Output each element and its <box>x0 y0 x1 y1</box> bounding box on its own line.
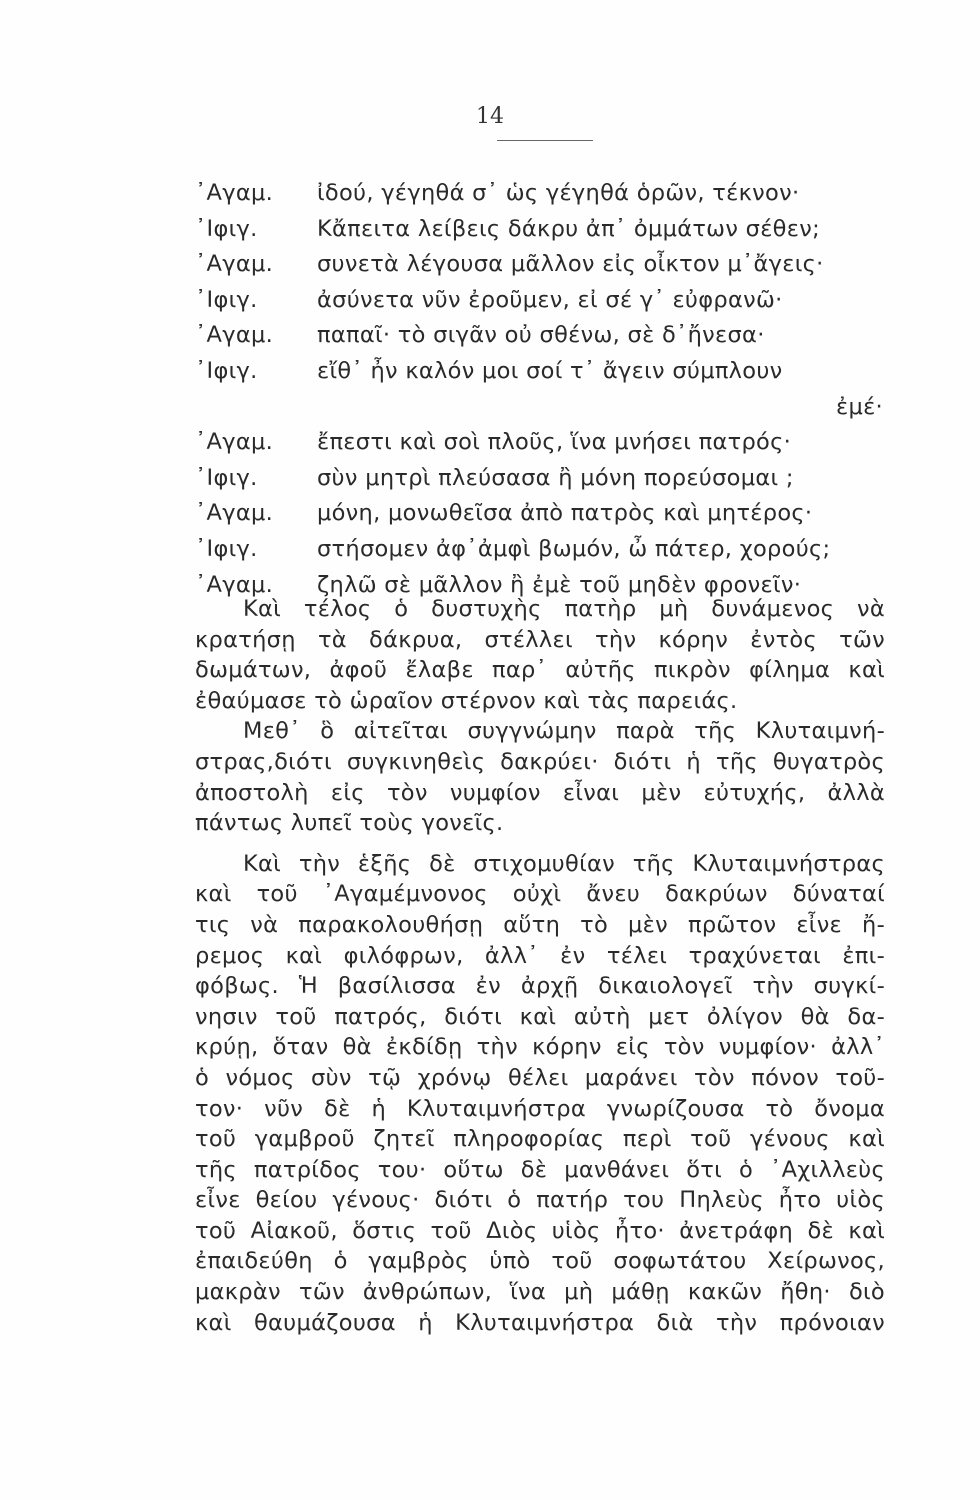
text-line: τις νὰ παρακολουθήσῃ αὕτη τὸ μὲν πρῶτον εἶνε ἤ- <box>195 911 885 938</box>
text-line: καὶ θαυμάζουσα ἡ Κλυταιμνήστρα διὰ τὴν πρόνοιαν <box>195 1309 885 1336</box>
text-line: κρατήσῃ τὰ δάκρυα, στέλλει τὴν κόρην ἐντὸς τῶν <box>195 626 885 653</box>
text-line: τοῦ γαμβροῦ ζητεῖ πληροφορίας περὶ τοῦ γένους καὶ <box>195 1126 885 1153</box>
dialogue-text: στήσομεν ἀφ᾿ἀμφὶ βωμόν, ὦ πάτερ, χορούς; <box>317 535 831 562</box>
text-line: ἀποστολὴ εἰς τὸν νυμφίον εἶναι μὲν εὐτυχής, ἀλλὰ <box>195 779 885 806</box>
text-line: Μεθ᾿ ὃ αἰτεῖται συγγνώμην παρὰ τῆς Κλυταιμνή- <box>243 718 885 745</box>
speaker-label: ᾿Ιφιγ. <box>195 535 258 562</box>
text-line: καὶ τοῦ ᾿Αγαμέμνονος οὐχὶ ἄνευ δακρύων δύναταί <box>195 881 885 908</box>
text-line: τῆς πατρίδος του· οὕτω δὲ μανθάνει ὅτι ὁ ᾿Αχιλλεὺς <box>195 1156 885 1183</box>
dialogue-line <box>195 358 895 394</box>
dialogue-line <box>195 287 895 323</box>
speaker-label: ᾿Ιφιγ. <box>195 464 258 491</box>
dialogue-line <box>195 536 895 572</box>
dialogue-line <box>195 500 895 536</box>
dialogue-block <box>195 180 895 607</box>
speaker-label: ᾿Αγαμ. <box>195 180 274 206</box>
dialogue-text: συνετὰ λέγουσα μᾶλλον εἰς οἶκτον μ᾿ἄγεις· <box>317 251 824 278</box>
dialogue-text: εἴθ᾿ ἦν καλόν μοι σοί τ᾿ ἄγειν σύμπλουν <box>317 357 783 384</box>
speaker-label: ᾿Αγαμ. <box>195 251 274 278</box>
page-number: 14 <box>476 104 504 129</box>
text-line: εἶνε θείου γένους· διότι ὁ πατήρ του Πηλεὺς ἦτο υἱὸς <box>195 1187 885 1214</box>
speaker-label: ᾿Αγαμ. <box>195 500 274 527</box>
dialogue-text: ἐμέ· <box>836 393 883 420</box>
text-line: ἐπαιδεύθη ὁ γαμβρὸς ὑπὸ τοῦ σοφωτάτου Χείρωνος, <box>195 1248 885 1275</box>
text-line: ρεμος καὶ φιλόφρων, ἀλλ᾿ ἐν τέλει τραχύνεται ἐπι- <box>195 942 885 969</box>
dialogue-line <box>195 251 895 287</box>
page-number-rule <box>497 140 593 141</box>
dialogue-text: ἰδού, γέγηθά σ᾿ ὡς γέγηθά ὁρῶν, τέκνον· <box>317 180 800 206</box>
text-line: δωμάτων, ἀφοῦ ἔλαβε παρ᾿ αὐτῆς πικρὸν φίλημα καὶ <box>195 657 885 684</box>
dialogue-text: ζηλῶ σὲ μᾶλλον ἢ ἐμὲ τοῦ μηδὲν φρονεῖν· <box>317 571 802 598</box>
speaker-label: ᾿Αγαμ. <box>195 571 274 598</box>
text-line: Καὶ τὴν ἑξῆς δὲ στιχομυθίαν τῆς Κλυταιμνήστρας <box>243 850 885 877</box>
text-line: μακρὰν τῶν ἀνθρώπων, ἵνα μὴ μάθῃ κακῶν ἤθη· διὸ <box>195 1279 885 1306</box>
dialogue-text: ἀσύνετα νῦν ἐροῦμεν, εἰ σέ γ᾿ εὐφρανῶ· <box>317 286 783 313</box>
text-line: πάντως λυπεῖ τοὺς γονεῖς. <box>195 810 504 837</box>
text-line: τοῦ Αἰακοῦ, ὅστις τοῦ Διὸς υἱὸς ἦτο· ἀνετράφη δὲ καὶ <box>195 1217 885 1244</box>
dialogue-text: μόνη, μονωθεῖσα ἀπὸ πατρὸς καὶ μητέρος· <box>317 500 813 527</box>
speaker-label: ᾿Ιφιγ. <box>195 215 258 242</box>
speaker-label: ᾿Ιφιγ. <box>195 357 258 384</box>
text-line: ἐθαύμασε τὸ ὡραῖον στέρνον καὶ τὰς παρειάς. <box>195 687 738 714</box>
prose-block <box>195 596 885 1340</box>
paragraph-3 <box>195 851 885 1341</box>
text-line: Καὶ τέλος ὁ δυστυχὴς πατὴρ μὴ δυνάμενος νὰ <box>243 596 885 622</box>
speaker-label: ᾿Ιφιγ. <box>195 286 258 313</box>
text-line: τον· νῦν δὲ ἡ Κλυταιμνήστρα γνωρίζουσα τὸ ὄνομα <box>195 1095 885 1122</box>
dialogue-line <box>195 216 895 252</box>
speaker-label: ᾿Αγαμ. <box>195 429 274 456</box>
dialogue-line <box>195 465 895 501</box>
paragraph-2 <box>195 718 885 840</box>
paragraph-gap <box>195 841 885 851</box>
dialogue-text: σὺν μητρὶ πλεύσασα ἢ μόνη πορεύσομαι ; <box>317 464 794 491</box>
dialogue-text: ἔπεστι καὶ σοὶ πλοῦς, ἵνα μνήσει πατρός· <box>317 429 792 456</box>
text-line: στρας,διότι συγκινηθεὶς δακρύει· διότι ἡ τῆς θυγατρὸς <box>195 748 885 775</box>
text-line: νησιν τοῦ πατρός, διότι καὶ αὐτὴ μετ ὀλίγον θὰ δα- <box>195 1003 885 1030</box>
paragraph-1 <box>195 596 885 718</box>
dialogue-text: Κἄπειτα λείβεις δάκρυ ἀπ᾿ ὀμμάτων σέθεν; <box>317 215 820 242</box>
dialogue-line <box>195 429 895 465</box>
dialogue-line <box>195 322 895 358</box>
speaker-label: ᾿Αγαμ. <box>195 322 274 349</box>
dialogue-line <box>195 180 895 216</box>
dialogue-text: παπαῖ· τὸ σιγᾶν οὐ σθένω, σὲ δ᾿ἤνεσα· <box>317 322 765 349</box>
text-line: κρύῃ, ὅταν θὰ ἐκδίδῃ τὴν κόρην εἰς τὸν νυμφίον· ἀλλ᾿ <box>195 1034 885 1061</box>
text-line: φόβως. Ἡ βασίλισσα ἐν ἀρχῇ δικαιολογεῖ τὴν συγκί- <box>195 973 885 1000</box>
text-line: ὁ νόμος σὺν τῷ χρόνῳ θέλει μαράνει τὸν πόνον τοῦ- <box>195 1064 885 1091</box>
dialogue-line-continuation <box>195 394 895 430</box>
